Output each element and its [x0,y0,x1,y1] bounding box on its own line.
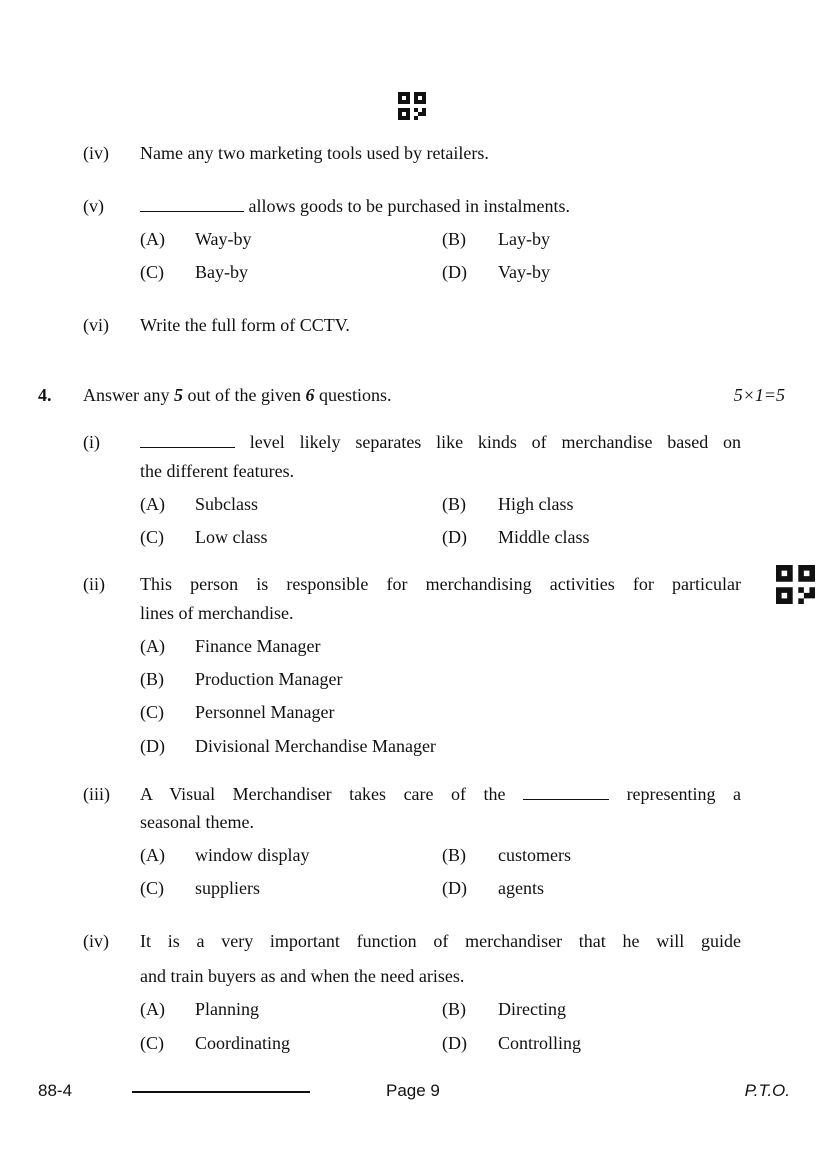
option-text: Personnel Manager [195,702,335,722]
question-text: It is a very important function of merchandiser that he will guide [140,931,741,951]
question-number: (i) [83,432,100,452]
instr-part: out of the given [182,385,306,405]
paper-code: 88-4 [38,1081,73,1100]
option-text: Lay-by [498,229,550,249]
question-text: This person is responsible for merchandising activities for particular [140,574,741,594]
option-text: Way-by [195,229,252,249]
question-4-instruction [83,384,391,406]
question-number: (vi) [83,315,109,335]
option-label: (A) [140,494,165,514]
option-text: Divisional Merchandise Manager [195,736,436,756]
question-number: (ii) [83,574,105,594]
question-text: Name any two marketing tools used by retailers. [140,143,489,163]
option-text: Planning [195,999,260,1019]
question-text-line2: seasonal theme. [140,812,254,832]
instr-part: Answer any [83,385,174,405]
option-text: Directing [498,999,566,1019]
question-text-part: level likely separates like kinds of merchandise based on [249,432,741,452]
question-text: Write the full form of CCTV. [140,315,350,335]
footer-divider [132,1091,310,1093]
answer-blank [140,195,244,212]
option-text: Finance Manager [195,636,321,656]
instr-number: 5 [173,385,183,405]
question-text [140,195,570,217]
option-label: (C) [140,262,164,282]
option-label: (C) [140,878,164,898]
option-label: (B) [442,229,466,249]
option-text: Low class [195,527,268,547]
option-label: (B) [442,845,466,865]
option-text: window display [195,845,310,865]
answer-blank [523,783,609,800]
option-text: agents [498,878,544,898]
option-text: Bay-by [195,262,248,282]
option-label: (A) [140,636,165,656]
answer-blank [140,431,235,448]
question-text-line2: lines of merchandise. [140,603,294,623]
question-text-line2: and train buyers as and when the need arises. [140,966,465,986]
option-label: (C) [140,1033,164,1053]
option-label: (D) [442,878,467,898]
option-text: customers [498,845,571,865]
option-label: (B) [442,999,466,1019]
question-text-line2: the different features. [140,461,295,481]
marks: 5×1=5 [733,385,785,405]
option-text: Production Manager [195,669,343,689]
question-text [140,783,741,805]
question-text-part: representing a [626,784,742,804]
option-label: (A) [140,229,165,249]
option-label: (A) [140,845,165,865]
option-label: (D) [140,736,165,756]
option-label: (C) [140,702,164,722]
option-text: Controlling [498,1033,582,1053]
option-label: (B) [140,669,164,689]
instr-number: 6 [305,385,315,405]
option-label: (D) [442,527,467,547]
option-label: (A) [140,999,165,1019]
qr-code-top [398,92,426,120]
question-4-number: 4. [38,385,52,405]
question-text [140,431,741,453]
option-label: (D) [442,1033,467,1053]
option-text: Coordinating [195,1033,290,1053]
question-text-part: A Visual Merchandiser takes care of the [140,784,506,804]
option-label: (D) [442,262,467,282]
page-number: Page 9 [386,1081,440,1100]
question-number: (iii) [83,784,110,804]
option-text: Subclass [195,494,258,514]
option-label: (B) [442,494,466,514]
question-text-part: allows goods to be purchased in instalments. [248,196,570,216]
option-label: (C) [140,527,164,547]
qr-code-side [776,565,815,604]
instr-part: questions. [314,385,392,405]
option-text: Vay-by [498,262,550,282]
option-text: suppliers [195,878,260,898]
question-number: (iv) [83,143,109,163]
question-number: (iv) [83,931,109,951]
please-turn-over: P.T.O. [744,1081,790,1100]
question-number: (v) [83,196,104,216]
option-text: Middle class [498,527,590,547]
option-text: High class [498,494,574,514]
